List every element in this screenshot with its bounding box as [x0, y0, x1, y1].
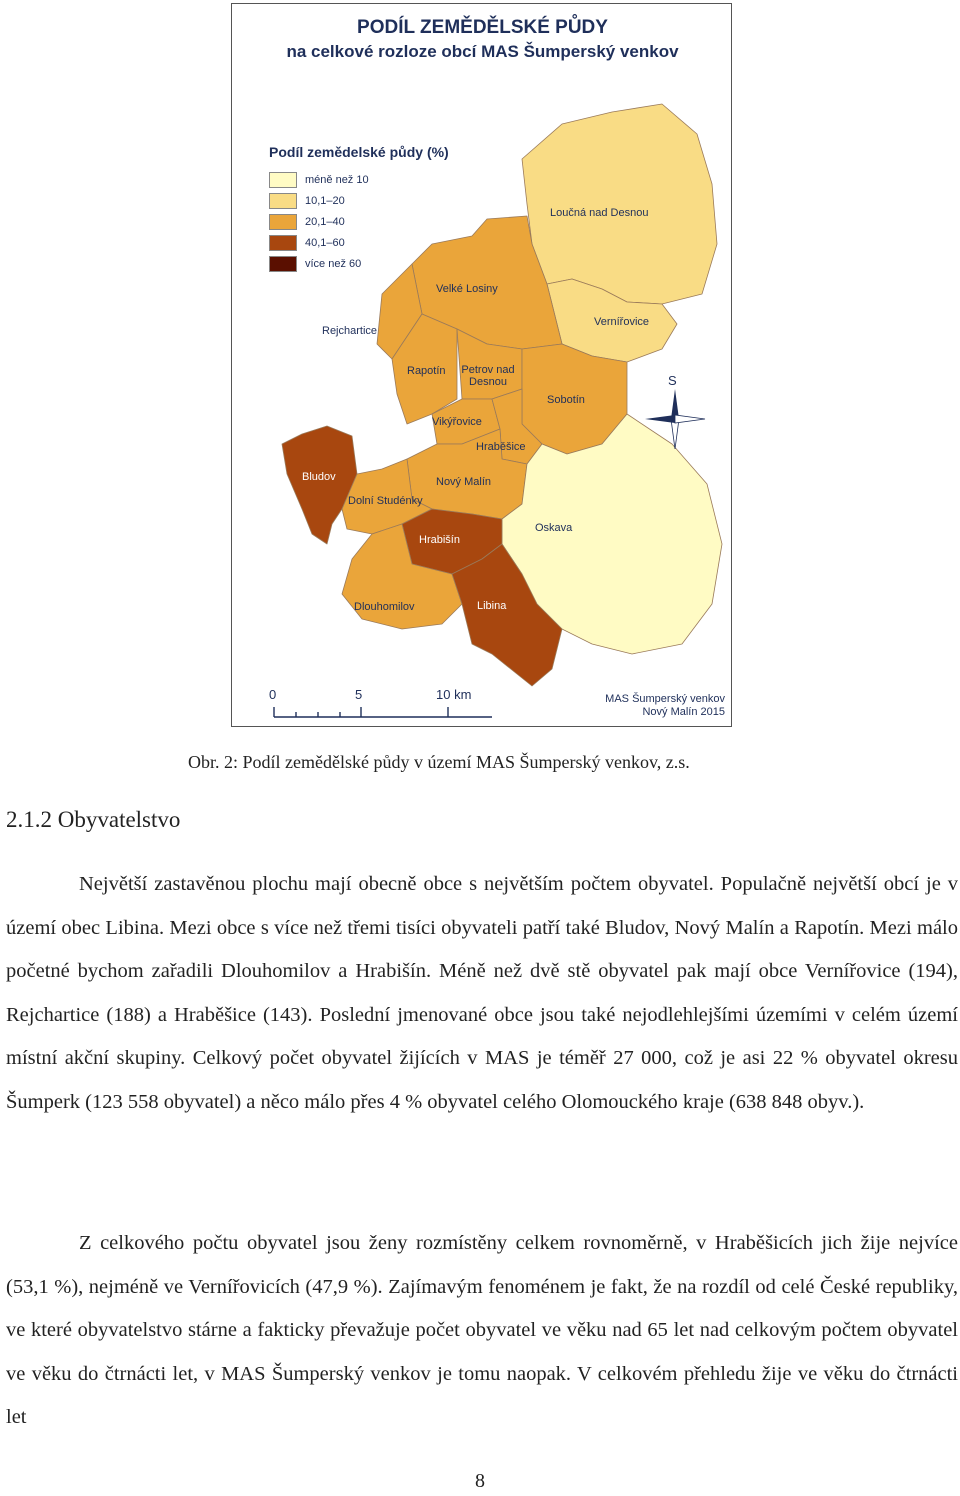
label-rapotin: Rapotín: [407, 365, 446, 377]
label-oskava: Oskava: [535, 522, 573, 534]
label-velke-losiny: Velké Losiny: [436, 283, 498, 295]
legend-label: více než 60: [305, 257, 362, 270]
legend-swatch: [269, 235, 297, 251]
legend-item: [269, 211, 369, 232]
label-dolni-studenky: Dolní Studénky: [348, 495, 423, 507]
label-bludov: Bludov: [302, 471, 336, 483]
legend-item: [269, 169, 369, 190]
scale-label-5: 5: [355, 687, 363, 702]
legend-item: [269, 190, 369, 211]
map-credit-line2: Nový Malín 2015: [642, 706, 725, 718]
label-loucna: Loučná nad Desnou: [550, 207, 649, 219]
label-novy-malin: Nový Malín: [436, 476, 492, 488]
paragraph: [6, 1222, 958, 1440]
region-bludov: [282, 426, 357, 544]
paragraph-text: Z celkového počtu obyvatel jsou ženy rozmístěny celkem rovnoměrně, v Hraběšicích jich žije nejvíce (53,1 %), nejméně ve Vernířovicích (47,9 %). Zajímavým fenoménem je fakt, že na rozdíl od celé České republiky, ve které obyvatelstvo stárne a fakticky převažuje počet obyvatel ve věku nad 65 let nad celkovým počtem obyvatel ve věku do čtrnácti let, v MAS Šumperský venkov je tomu naopak. V celkovém přehledu žije ve věku do čtrnácti let: [6, 1232, 958, 1428]
legend-swatch: [269, 172, 297, 188]
label-vernirovice: Vernířovice: [594, 316, 650, 328]
north-label: S: [668, 373, 677, 388]
map-title: PODÍL ZEMĚDĚLSKÉ PŮDY: [357, 17, 608, 38]
section-heading: 2.1.2 Obyvatelstvo: [6, 807, 181, 832]
legend-swatch: [269, 214, 297, 230]
legend-label: 10,1–20: [305, 194, 345, 207]
label-libina: Libina: [477, 600, 507, 612]
legend-title: Podíl zemědelské půdy (%): [269, 144, 449, 160]
scale-bar: [274, 707, 492, 717]
legend-swatch: [269, 256, 297, 272]
legend-item: [269, 253, 369, 274]
label-dlouhomilov: Dlouhomilov: [354, 601, 415, 613]
map-subtitle: na celkové rozloze obcí MAS Šumperský venkov: [286, 42, 679, 61]
label-vikyrovice: Vikýřovice: [432, 416, 482, 428]
map-figure: [231, 3, 732, 727]
scale-label-0: 0: [269, 687, 277, 702]
label-hrabesice: Hraběšice: [476, 441, 526, 453]
label-hrabisin: Hrabišín: [419, 534, 460, 546]
legend-label: 40,1–60: [305, 236, 345, 249]
label-petrov: Petrov nad Desnou: [461, 364, 515, 388]
label-rejchartice: Rejchartice: [322, 325, 378, 337]
map-credit-line1: MAS Šumperský venkov: [605, 693, 725, 705]
figure-caption: Obr. 2: Podíl zemědělské půdy v území MAS Šumperský venkov, z.s.: [188, 752, 690, 772]
legend-swatch: [269, 193, 297, 209]
paragraph: [6, 863, 958, 1124]
scale-label-10: 10 km: [436, 687, 472, 702]
page-number: 8: [475, 1470, 485, 1492]
paragraph-text: Největší zastavěnou plochu mají obecně obce s největším počtem obyvatel. Populačně největší obcí je v území obec Libina. Mezi obce s více než třemi tisíci obyvateli patří také Bludov, Nový Malín a Rapotín. Mezi málo početné bychom zařadili Dlouhomilov a Hrabišín. Méně než dvě stě obyvatel pak mají obce Vernířovice (194), Rejchartice (188) a Hraběšice (143). Poslední jmenované obce jsou také nejodlehlejšími územími v celém území místní akční skupiny. Celkový počet obyvatel žijících v MAS je téměř 27 000, což je asi 22 % obyvatel okresu Šumperk (123 558 obyvatel) a něco málo přes 4 % obyvatel celého Olomouckého kraje (638 848 obyv.).: [6, 873, 958, 1113]
legend-item: [269, 232, 369, 253]
label-sobotin: Sobotín: [547, 394, 585, 406]
map-legend: [269, 169, 369, 274]
region-loucna: [522, 104, 717, 304]
legend-label: 20,1–40: [305, 215, 345, 228]
legend-label: méně než 10: [305, 173, 369, 186]
